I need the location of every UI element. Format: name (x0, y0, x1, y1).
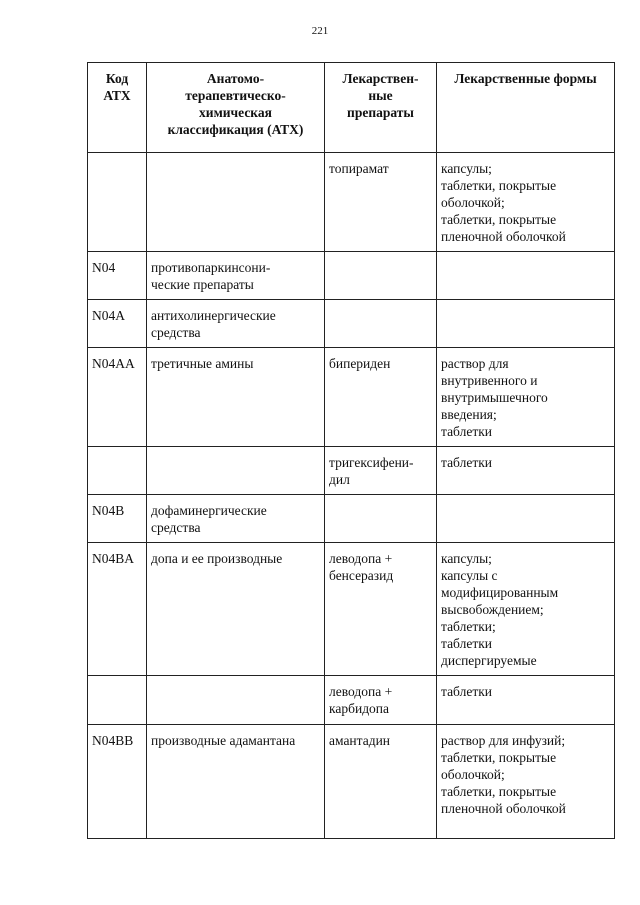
cell-class: допа и ее производные (147, 543, 325, 676)
cell-code (88, 447, 147, 495)
cell-drug: топирамат (325, 153, 437, 252)
atc-drug-table (87, 62, 615, 839)
cell-drug (325, 300, 437, 348)
cell-drug: леводопа + карбидопа (325, 676, 437, 725)
cell-code (88, 153, 147, 252)
cell-forms (437, 300, 615, 348)
header-atc-code: Код АТХ (88, 63, 147, 153)
cell-forms (437, 252, 615, 300)
cell-forms: таблетки (437, 447, 615, 495)
cell-class (147, 676, 325, 725)
cell-drug: тригексифени- дил (325, 447, 437, 495)
cell-forms (437, 495, 615, 543)
cell-code: N04 (88, 252, 147, 300)
cell-drug: амантадин (325, 725, 437, 839)
table-row (88, 725, 615, 839)
cell-forms: капсулы; капсулы с модифицированным высвобождением; таблетки; таблетки диспергируемые (437, 543, 615, 676)
cell-class (147, 447, 325, 495)
cell-code (88, 676, 147, 725)
cell-code: N04BA (88, 543, 147, 676)
table-row (88, 447, 615, 495)
cell-code: N04B (88, 495, 147, 543)
table-header-row (88, 63, 615, 153)
table-row (88, 676, 615, 725)
table-row (88, 495, 615, 543)
table-row (88, 348, 615, 447)
cell-code: N04AA (88, 348, 147, 447)
cell-class: антихолинергические средства (147, 300, 325, 348)
table-row (88, 543, 615, 676)
page-number: 221 (311, 25, 329, 37)
table-row (88, 252, 615, 300)
cell-code: N04A (88, 300, 147, 348)
header-atc-classification: Анатомо- терапевтическо- химическая классификация (АТХ) (147, 63, 325, 153)
cell-drug: леводопа + бенсеразид (325, 543, 437, 676)
cell-class: противопаркинсони- ческие препараты (147, 252, 325, 300)
cell-drug (325, 252, 437, 300)
cell-class: третичные амины (147, 348, 325, 447)
cell-code: N04BB (88, 725, 147, 839)
cell-forms: раствор для инфузий; таблетки, покрытые оболочкой; таблетки, покрытые пленочной оболочкой (437, 725, 615, 839)
cell-class: производные адамантана (147, 725, 325, 839)
cell-forms: таблетки (437, 676, 615, 725)
cell-drug: бипериден (325, 348, 437, 447)
cell-drug (325, 495, 437, 543)
table-row (88, 153, 615, 252)
cell-class (147, 153, 325, 252)
cell-class: дофаминергические средства (147, 495, 325, 543)
table-row (88, 300, 615, 348)
header-dosage-forms: Лекарственные формы (437, 63, 615, 153)
cell-forms: раствор для внутривенного и внутримышечного введения; таблетки (437, 348, 615, 447)
cell-forms: капсулы; таблетки, покрытые оболочкой; таблетки, покрытые пленочной оболочкой (437, 153, 615, 252)
header-drugs: Лекарствен- ные препараты (325, 63, 437, 153)
